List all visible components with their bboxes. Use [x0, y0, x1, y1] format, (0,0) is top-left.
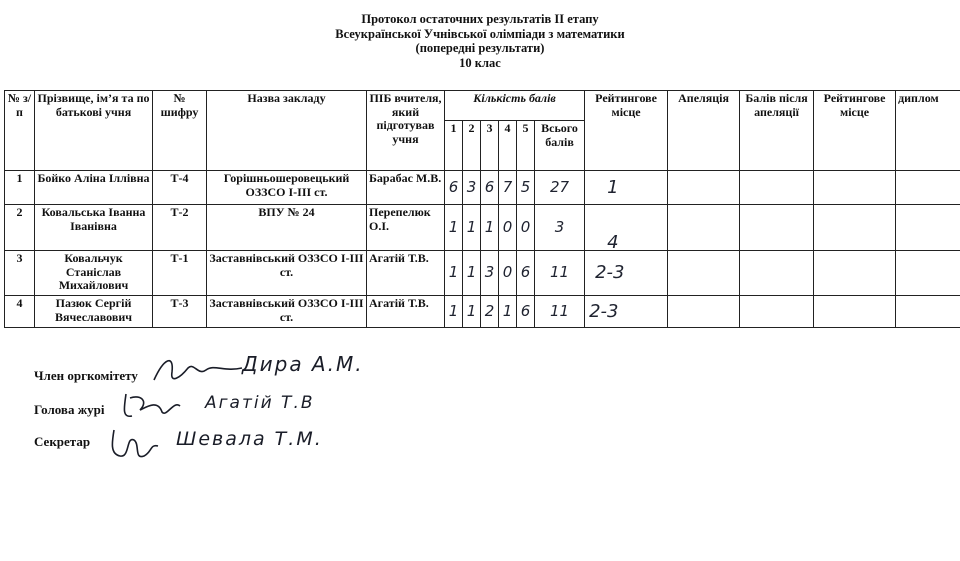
- row-total: 27: [535, 171, 585, 205]
- jury-signature: Агатій Т.В: [205, 393, 315, 413]
- row-appeal: [668, 296, 740, 328]
- row-score-4: 0: [499, 205, 517, 251]
- col-rank: Рейтингове місце: [585, 91, 668, 171]
- row-after-appeal: [740, 251, 814, 296]
- row-code: Т-3: [153, 296, 207, 328]
- col-teacher: ПІБ вчителя, який підготував учня: [367, 91, 445, 171]
- row-name: Ковальчук Станіслав Михайлович: [35, 251, 153, 296]
- row-score-5: 6: [517, 251, 535, 296]
- table-row: [5, 296, 960, 328]
- row-score-5: 5: [517, 171, 535, 205]
- row-school: Заставнівський ОЗЗСО І-ІІІ ст.: [207, 296, 367, 328]
- row-score-3: 1: [481, 205, 499, 251]
- row-score-2: 1: [463, 296, 481, 328]
- secretary-signature: Шевала Т.М.: [176, 428, 323, 450]
- row-school: ВПУ № 24: [207, 205, 367, 251]
- row-diploma: [896, 171, 960, 205]
- col-s1: 1: [445, 121, 463, 171]
- col-scores: Кількість балів: [445, 91, 585, 121]
- col-school: Назва закладу: [207, 91, 367, 171]
- jury-label: Голова журі: [34, 402, 105, 417]
- col-diploma: диплом: [896, 91, 960, 171]
- col-total: Всього балів: [535, 121, 585, 171]
- row-code: Т-4: [153, 171, 207, 205]
- col-rank2: Рейтингове місце: [814, 91, 896, 171]
- jury-signature-scribble: [118, 388, 188, 424]
- header-line-1: Протокол остаточних результатів ІІ етапу: [361, 12, 599, 26]
- table-row: [5, 205, 960, 251]
- row-teacher: Барабас М.В.: [367, 171, 445, 205]
- table-row: [5, 251, 960, 296]
- row-score-5: 0: [517, 205, 535, 251]
- row-score-3: 2: [481, 296, 499, 328]
- row-after-appeal: [740, 205, 814, 251]
- row-rank: 2-3: [585, 296, 668, 328]
- row-after-appeal: [740, 296, 814, 328]
- row-rank2: [814, 205, 896, 251]
- row-score-1: 6: [445, 171, 463, 205]
- row-score-4: 1: [499, 296, 517, 328]
- row-appeal: [668, 205, 740, 251]
- row-score-2: 1: [463, 251, 481, 296]
- member-label: Член оргкомітету: [34, 368, 138, 383]
- row-rank2: [814, 171, 896, 205]
- row-rank: 2-3: [585, 251, 668, 296]
- row-num: 3: [5, 251, 35, 296]
- row-name: Ковальська Іванна Іванівна: [35, 205, 153, 251]
- row-name: Пазюк Сергій Вячеславович: [35, 296, 153, 328]
- row-school: Горішньошеровецький ОЗЗСО І-ІІІ ст.: [207, 171, 367, 205]
- row-score-2: 1: [463, 205, 481, 251]
- header-line-2: Всеукраїнської Учнівської олімпіади з математики: [335, 26, 625, 41]
- row-teacher: Агатій Т.В.: [367, 296, 445, 328]
- col-s5: 5: [517, 121, 535, 171]
- row-total: 3: [535, 205, 585, 251]
- row-appeal: [668, 171, 740, 205]
- row-score-1: 1: [445, 205, 463, 251]
- secretary-label: Секретар: [34, 434, 91, 449]
- table-row: [5, 171, 960, 205]
- row-name: Бойко Аліна Іллівна: [35, 171, 153, 205]
- row-score-1: 1: [445, 296, 463, 328]
- results-table: [4, 90, 960, 328]
- row-diploma: [896, 296, 960, 328]
- row-rank: 4: [585, 205, 668, 251]
- row-rank: 1: [585, 171, 668, 205]
- row-score-5: 6: [517, 296, 535, 328]
- col-code: № шифру: [153, 91, 207, 171]
- row-code: Т-2: [153, 205, 207, 251]
- col-appeal: Апеляція: [668, 91, 740, 171]
- col-name: Прізвище, ім’я та по батькові учня: [35, 91, 153, 171]
- row-num: 4: [5, 296, 35, 328]
- secretary-signature-scribble: [104, 426, 164, 470]
- header-row-1: [5, 91, 960, 121]
- row-score-4: 7: [499, 171, 517, 205]
- col-num: № з/п: [5, 91, 35, 171]
- row-total: 11: [535, 296, 585, 328]
- col-s4: 4: [499, 121, 517, 171]
- row-after-appeal: [740, 171, 814, 205]
- member-signature-scribble: [150, 350, 245, 390]
- member-signature: Дира А.М.: [242, 352, 364, 376]
- row-total: 11: [535, 251, 585, 296]
- row-diploma: [896, 251, 960, 296]
- row-code: Т-1: [153, 251, 207, 296]
- row-appeal: [668, 251, 740, 296]
- header-line-3: (попередні результати): [415, 41, 545, 55]
- row-school: Заставнівський ОЗЗСО І-ІІІ ст.: [207, 251, 367, 296]
- document-header: [0, 12, 960, 70]
- header-line-4: 10 клас: [459, 55, 501, 70]
- row-score-2: 3: [463, 171, 481, 205]
- row-teacher: Перепелюк О.І.: [367, 205, 445, 251]
- row-num: 2: [5, 205, 35, 251]
- row-diploma: [896, 205, 960, 251]
- row-score-4: 0: [499, 251, 517, 296]
- col-s2: 2: [463, 121, 481, 171]
- row-rank2: [814, 296, 896, 328]
- col-after-appeal: Балів після апеляції: [740, 91, 814, 171]
- row-score-3: 3: [481, 251, 499, 296]
- row-score-1: 1: [445, 251, 463, 296]
- row-score-3: 6: [481, 171, 499, 205]
- row-rank2: [814, 251, 896, 296]
- row-teacher: Агатій Т.В.: [367, 251, 445, 296]
- row-num: 1: [5, 171, 35, 205]
- col-s3: 3: [481, 121, 499, 171]
